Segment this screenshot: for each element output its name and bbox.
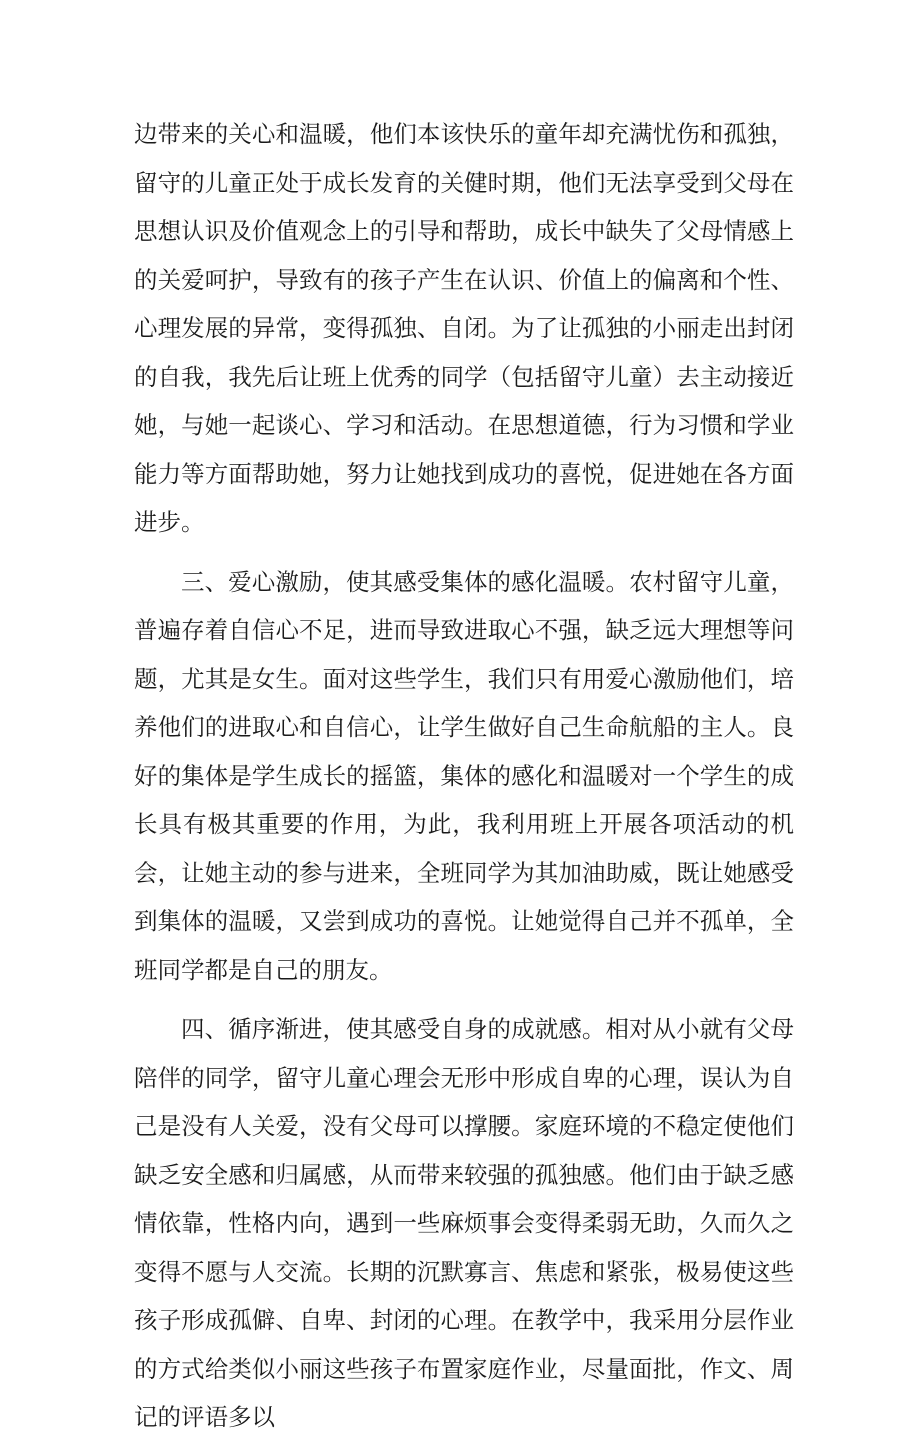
document-body — [134, 110, 794, 1453]
paragraph-continued: 边带来的关心和温暖，他们本该快乐的童年却充满忧伤和孤独，留守的儿童正处于成长发育的关健时期，他们无法享受到父母在思想认识及价值观念上的引导和帮助，成长中缺失了父母情感上的关爱呵护，导致有的孩子产生在认识、价值上的偏离和个性、心理发展的异常，变得孤独、自闭。为了让孤独的小丽走出封闭的自我，我先后让班上优秀的同学（包括留守儿童）去主动接近她，与她一起谈心、学习和活动。在思想道德，行为习惯和学业能力等方面帮助她，努力让她找到成功的喜悦，促进她在各方面进步。 — [134, 120, 794, 536]
paragraph-section-three: 三、爱心激励，使其感受集体的感化温暖。农村留守儿童，普遍存着自信心不足，进而导致进取心不强，缺乏远大理想等问题，尤其是女生。面对这些学生，我们只有用爱心激励他们，培养他们的进取心和自信心，让学生做好自己生命航船的主人。良好的集体是学生成长的摇篮，集体的感化和温暖对一个学生的成长具有极其重要的作用，为此，我利用班上开展各项活动的机会，让她主动的参与进来，全班同学为其加油助威，既让她感受到集体的温暖，又尝到成功的喜悦。让她觉得自己并不孤单，全班同学都是自己的朋友。 — [134, 567, 794, 984]
paragraph-section-four: 四、循序渐进，使其感受自身的成就感。相对从小就有父母陪伴的同学，留守儿童心理会无形中形成自卑的心理，误认为自己是没有人关爱，没有父母可以撑腰。家庭环境的不稳定使他们缺乏安全感和归属感，从而带来较强的孤独感。他们由于缺乏感情依靠，性格内向，遇到一些麻烦事会变得柔弱无助，久而久之变得不愿与人交流。长期的沉默寡言、焦虑和紧张，极易使这些孩子形成孤僻、自卑、封闭的心理。在教学中，我采用分层作业的方式给类似小丽这些孩子布置家庭作业，尽量面批，作文、周记的评语多以 — [134, 1015, 794, 1431]
